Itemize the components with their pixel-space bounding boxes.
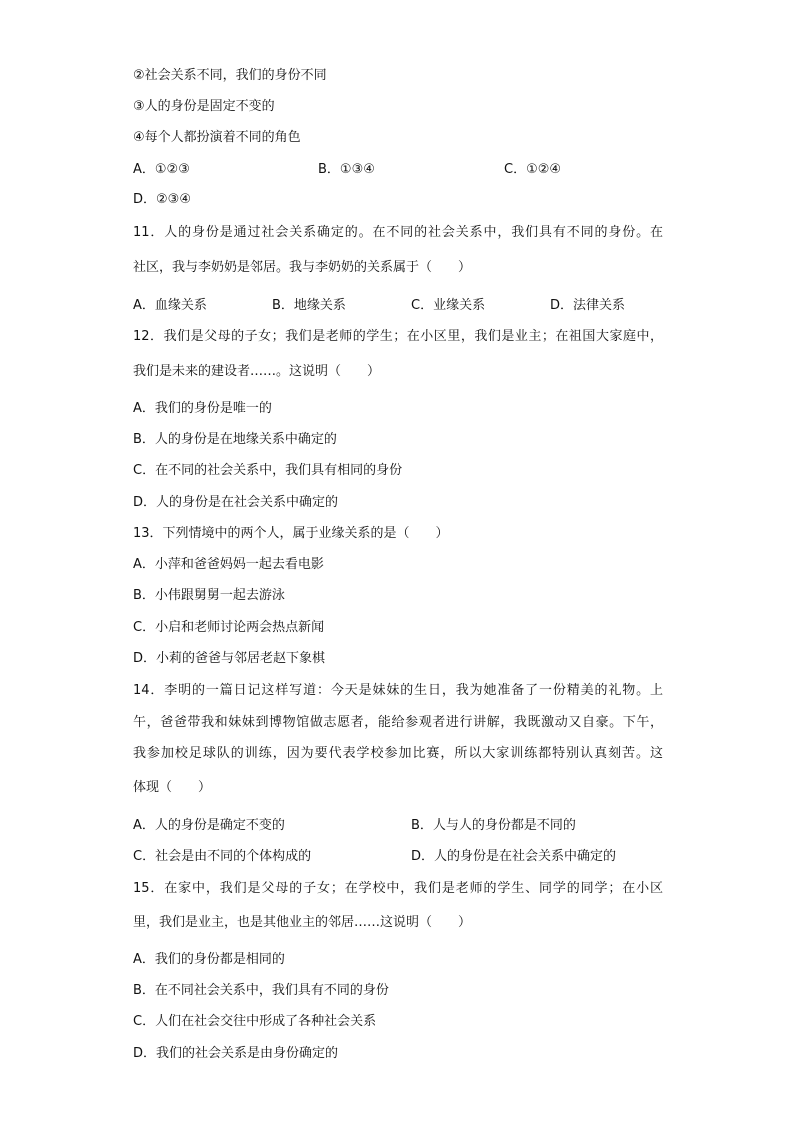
q10-choice-b: B．①③④	[318, 162, 375, 177]
q10-choice-d: D．②③④	[133, 192, 191, 207]
q11-stem-line2: 社区，我与李奶奶是邻居。我与李奶奶的关系属于（ ）	[133, 260, 472, 275]
q11-stem-line1: 11．人的身份是通过社会关系确定的。在不同的社会关系中，我们具有不同的身份。在	[133, 225, 663, 240]
q13-choice-b: B．小伟跟舅舅一起去游泳	[133, 588, 285, 603]
q15-stem-line1: 15．在家中，我们是父母的子女；在学校中，我们是老师的学生、同学的同学；在小区	[133, 881, 663, 896]
q11-choice-a: A．血缘关系	[133, 298, 207, 313]
q12-choice-d: D．人的身份是在社会关系中确定的	[133, 495, 339, 510]
q15-choice-a: A．我们的身份都是相同的	[133, 952, 285, 967]
q14-stem-line4: 体现（ ）	[133, 780, 212, 795]
q15-choice-b: B．在不同社会关系中，我们具有不同的身份	[133, 983, 389, 998]
q12-choice-a: A．我们的身份是唯一的	[133, 401, 272, 416]
q14-choice-d: D．人的身份是在社会关系中确定的	[411, 849, 617, 864]
q12-stem-line2: 我们是未来的建设者……。这说明（ ）	[133, 364, 381, 379]
q10-option-2: ②社会关系不同，我们的身份不同	[133, 68, 327, 83]
q12-choice-b: B．人的身份是在地缘关系中确定的	[133, 432, 337, 447]
q12-stem-line1: 12．我们是父母的子女；我们是老师的学生；在小区里，我们是业主；在祖国大家庭中，	[133, 329, 663, 344]
q13-choice-d: D．小莉的爸爸与邻居老赵下象棋	[133, 651, 326, 666]
q14-choice-c: C．社会是由不同的个体构成的	[133, 849, 312, 864]
q14-stem-line3: 我参加校足球队的训练，因为要代表学校参加比赛，所以大家训练都特别认真刻苦。这	[133, 746, 663, 761]
q15-stem-line2: 里，我们是业主，也是其他业主的邻居……这说明（ ）	[133, 915, 472, 930]
q10-option-4: ④每个人都扮演着不同的角色	[133, 130, 301, 145]
q13-choice-a: A．小萍和爸爸妈妈一起去看电影	[133, 557, 324, 572]
q11-choice-d: D．法律关系	[550, 298, 626, 313]
q14-stem-line2: 午，爸爸带我和妹妹到博物馆做志愿者，能给参观者进行讲解，我既激动又自豪。下午，	[133, 715, 663, 730]
q15-choice-d: D．我们的社会关系是由身份确定的	[133, 1046, 339, 1061]
q14-stem-line1: 14．李明的一篇日记这样写道：今天是妹妹的生日，我为她准备了一份精美的礼物。上	[133, 683, 663, 698]
q14-choice-a: A．人的身份是确定不变的	[133, 818, 285, 833]
q15-choice-c: C．人们在社会交往中形成了各种社会关系	[133, 1014, 377, 1029]
q10-option-3: ③人的身份是固定不变的	[133, 99, 275, 114]
q10-choice-c: C．①②④	[504, 162, 562, 177]
q14-choice-b: B．人与人的身份都是不同的	[411, 818, 576, 833]
q11-choice-b: B．地缘关系	[272, 298, 346, 313]
q11-choice-c: C．业缘关系	[411, 298, 486, 313]
q13-choice-c: C．小启和老师讨论两会热点新闻	[133, 620, 325, 635]
q12-choice-c: C．在不同的社会关系中，我们具有相同的身份	[133, 463, 403, 478]
q10-choice-a: A．①②③	[133, 162, 190, 177]
q13-stem: 13．下列情境中的两个人，属于业缘关系的是（ ）	[133, 526, 449, 541]
